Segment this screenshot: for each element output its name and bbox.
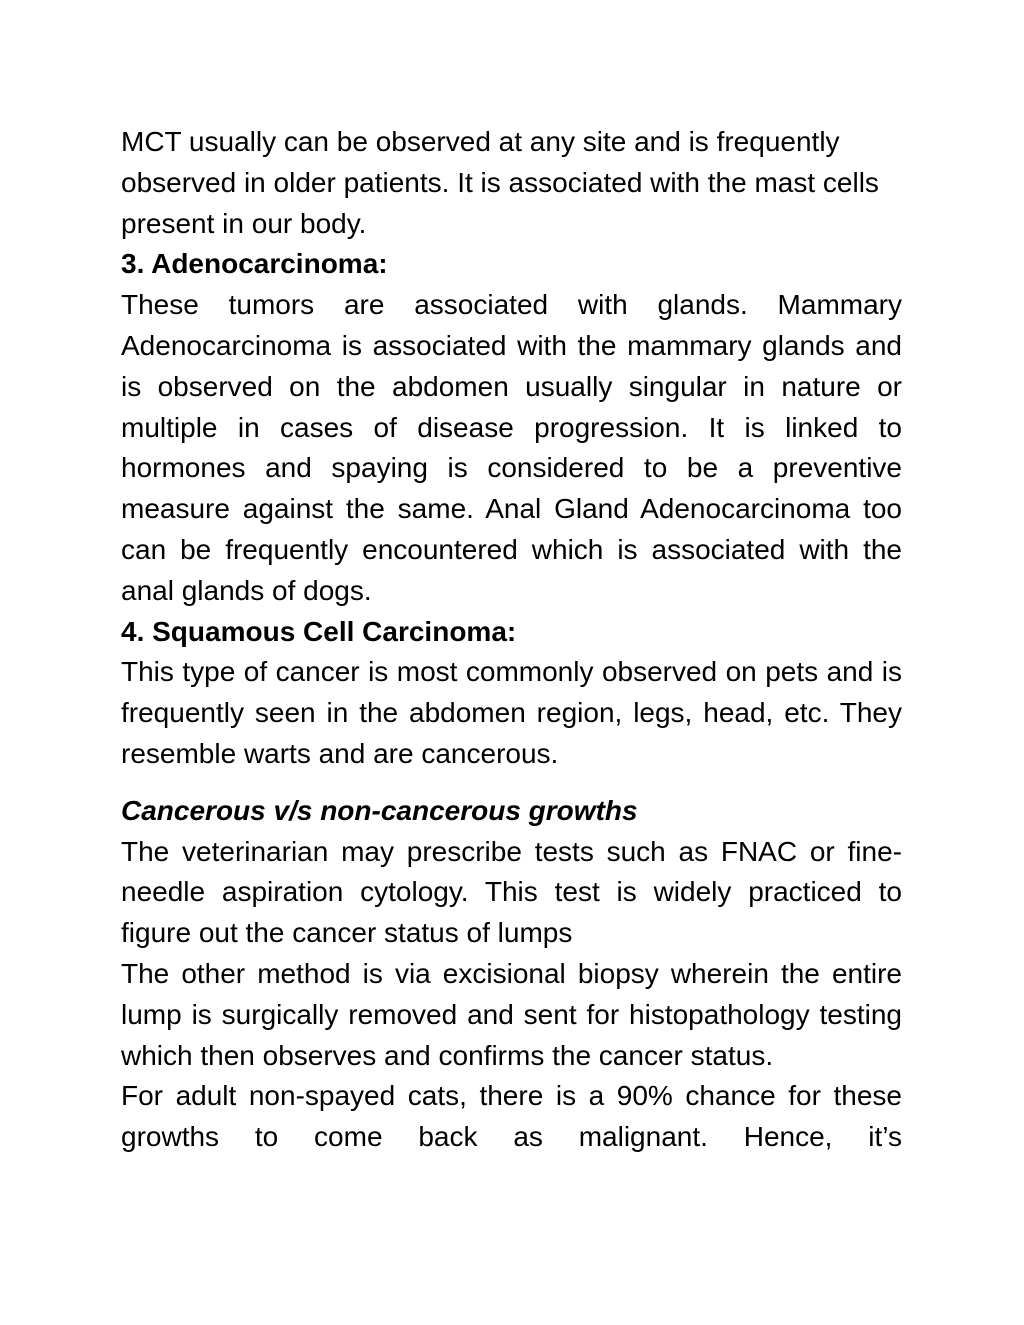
document-page [121, 122, 902, 1158]
non-spayed-cats-paragraph: For adult non-spayed cats, there is a 90% chance for these growths to come back as malignant. Hence, it’s [121, 1080, 902, 1153]
section-heading-growths: Cancerous v/s non-cancerous growths [121, 794, 638, 826]
squamous-cell-carcinoma-paragraph: This type of cancer is most commonly observed on pets and is frequently seen in the abdomen region, legs, head, etc. They resemble warts and are cancerous. [121, 656, 902, 769]
fnac-paragraph: The veterinarian may prescribe tests such as FNAC or fine-needle aspiration cytology. This test is widely practiced to figure out the cancer status of lumps [121, 835, 902, 949]
section-heading-squamous-cell-carcinoma: 4. Squamous Cell Carcinoma: [121, 615, 517, 647]
section-heading-adenocarcinoma: 3. Adenocarcinoma: [121, 248, 388, 280]
adenocarcinoma-paragraph: These tumors are associated with glands. Mammary Adenocarcinoma is associated with the mammary glands and is observed on the abdomen usually singular in nature or multiple in cases of disease progression. It is linked to hormones and spaying is considered to be a preventive measure against the same. Anal Gland Adenocarcinoma too can be frequently encountered which is associated with the anal glands of dogs. [121, 289, 902, 606]
intro-paragraph: MCT usually can be observed at any site and is frequently observed in older patients. It is associated with the mast cells present in our body. [121, 126, 879, 239]
biopsy-paragraph: The other method is via excisional biopsy wherein the entire lump is surgically removed and sent for histopathology testing which then observes and confirms the cancer status. [121, 957, 902, 1071]
